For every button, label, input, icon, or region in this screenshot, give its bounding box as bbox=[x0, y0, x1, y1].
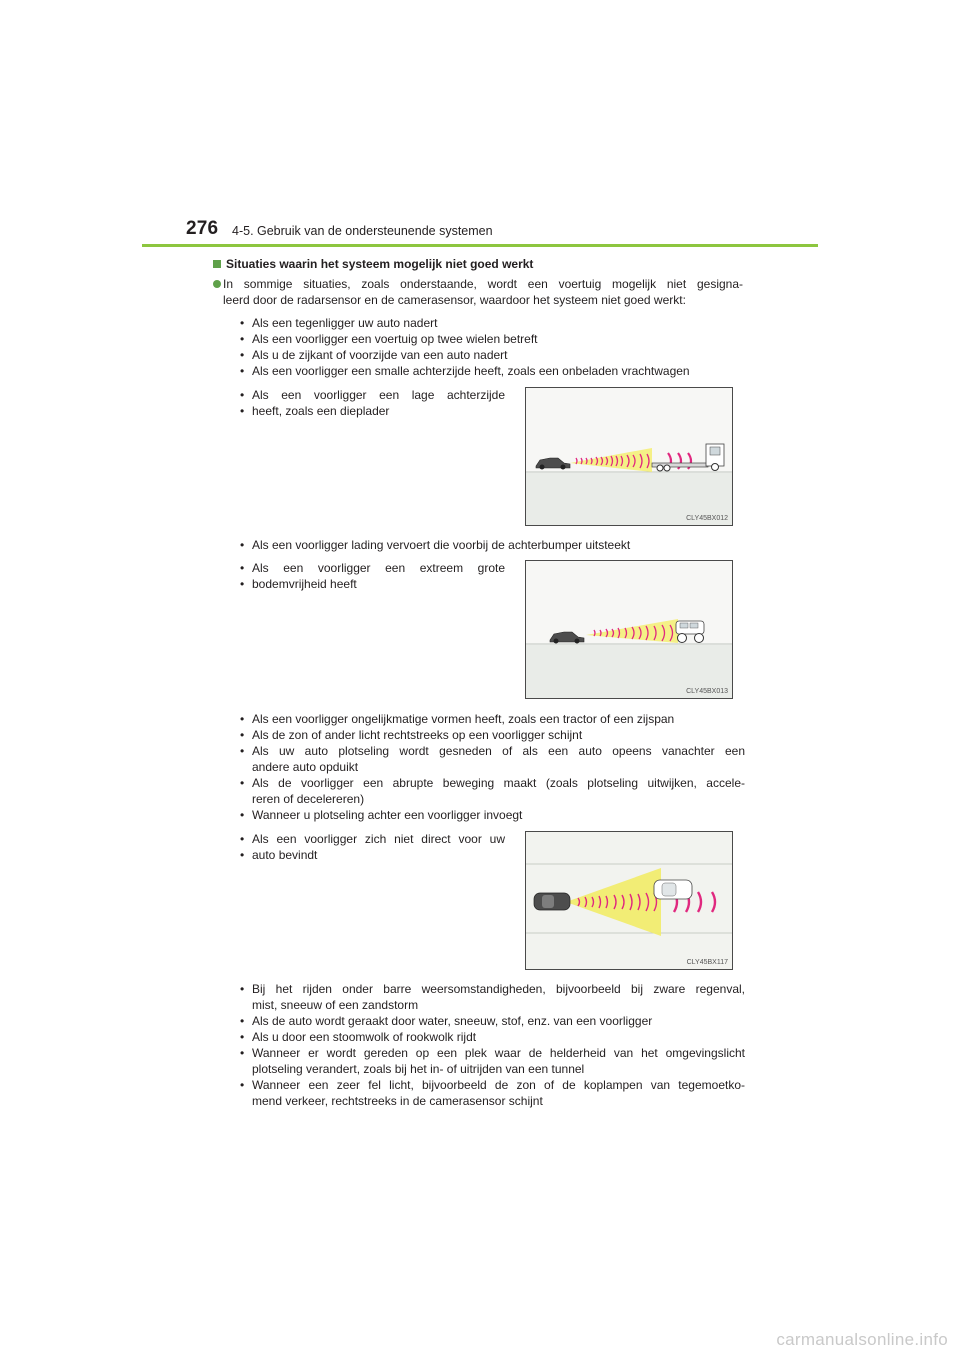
intro-paragraph bbox=[223, 276, 743, 308]
list-item-line: • Wanneer u plotseling achter een voorligger invoegt bbox=[240, 807, 745, 823]
list-item-line: • Als een voorligger ongelijkmatige vormen heeft, zoals een tractor of een zijspan bbox=[240, 711, 745, 727]
bullet-list bbox=[240, 981, 745, 1109]
list-item-line: • Als de voorligger een abrupte beweging maakt (zoals plotseling uitwijken, accele- bbox=[240, 775, 745, 791]
illustration-offset-vehicle bbox=[526, 832, 732, 969]
list-item-line: • Als een tegenligger uw auto nadert bbox=[240, 315, 745, 331]
list-item-line: • Als een voorligger een extreem grote bbox=[240, 560, 505, 576]
list-item-line: mist, sneeuw of een zandstorm bbox=[252, 998, 419, 1012]
bullet-list bbox=[240, 387, 505, 419]
list-item-line: • Wanneer een zeer fel licht, bijvoorbeeld de zon of de koplampen van tegemoetko- bbox=[240, 1077, 745, 1093]
circle-bullet-icon bbox=[213, 280, 221, 288]
list-item-line: • Wanneer er wordt gereden op een plek waar de helderheid van het omgevingslicht bbox=[240, 1045, 745, 1061]
list-item-line: • Als u door een stoomwolk of rookwolk rijdt bbox=[240, 1029, 745, 1045]
list-item-line: • Bij het rijden onder barre weersomstandigheden, bijvoorbeeld bij zware regenval, bbox=[240, 981, 745, 997]
illustration-low-trailer bbox=[526, 388, 732, 525]
list-item-line: • Als u de zijkant of voorzijde van een auto nadert bbox=[240, 347, 745, 363]
footer-watermark: carmanualsonline.info bbox=[776, 1330, 948, 1349]
list-item-line: heeft, zoals een dieplader bbox=[252, 404, 390, 418]
bullet-list bbox=[240, 560, 505, 592]
bullet-list bbox=[240, 315, 745, 379]
sub-heading-text: Situaties waarin het systeem mogelijk niet goed werkt bbox=[226, 257, 534, 271]
square-bullet-icon bbox=[213, 260, 221, 268]
bullet-list bbox=[240, 831, 505, 863]
section-title: 4-5. Gebruik van de ondersteunende systemen bbox=[232, 224, 493, 238]
header-rule bbox=[142, 244, 818, 247]
figure-code: CLY45BX117 bbox=[686, 959, 728, 966]
list-item-line: auto bevindt bbox=[252, 848, 318, 862]
list-item-line: • Als een voorligger een voertuig op twee wielen betreft bbox=[240, 331, 745, 347]
figure-high-clearance-vehicle bbox=[525, 560, 733, 699]
sub-heading bbox=[213, 257, 533, 271]
figure-code: CLY45BX013 bbox=[686, 688, 728, 695]
list-item-line: plotseling verandert, zoals bij het in- of uitrijden van een tunnel bbox=[252, 1062, 585, 1076]
bullet-list bbox=[240, 711, 745, 823]
list-item-line: • Als een voorligger een lage achterzijde bbox=[240, 387, 505, 403]
illustration-high-clearance bbox=[526, 561, 732, 698]
page-number: 276 bbox=[186, 218, 219, 239]
list-item-line: • Als uw auto plotseling wordt gesneden of als een auto opeens vanachter een bbox=[240, 743, 745, 759]
list-item-line: mend verkeer, rechtstreeks in de camerasensor schijnt bbox=[252, 1094, 543, 1108]
list-item-line: • Als de auto wordt geraakt door water, sneeuw, stof, enz. van een voorligger bbox=[240, 1013, 745, 1029]
bullet-list bbox=[240, 537, 745, 553]
figure-low-rear-trailer bbox=[525, 387, 733, 526]
list-item-line: reren of decelereren) bbox=[252, 792, 365, 806]
list-item-line: • Als een voorligger lading vervoert die voorbij de achterbumper uitsteekt bbox=[240, 537, 745, 553]
intro-line: leerd door de radarsensor en de camerasensor, waardoor het systeem niet goed werkt: bbox=[223, 293, 686, 307]
figure-offset-vehicle bbox=[525, 831, 733, 970]
list-item-line: • Als de zon of ander licht rechtstreeks op een voorligger schijnt bbox=[240, 727, 745, 743]
list-item-line: andere auto opduikt bbox=[252, 760, 359, 774]
intro-line: In sommige situaties, zoals onderstaande, wordt een voertuig mogelijk niet gesigna- bbox=[223, 277, 743, 291]
list-item-line: bodemvrijheid heeft bbox=[252, 577, 357, 591]
list-item-line: • Als een voorligger een smalle achterzijde heeft, zoals een onbeladen vrachtwagen bbox=[240, 363, 745, 379]
list-item-line: • Als een voorligger zich niet direct voor uw bbox=[240, 831, 505, 847]
figure-code: CLY45BX012 bbox=[686, 515, 728, 522]
